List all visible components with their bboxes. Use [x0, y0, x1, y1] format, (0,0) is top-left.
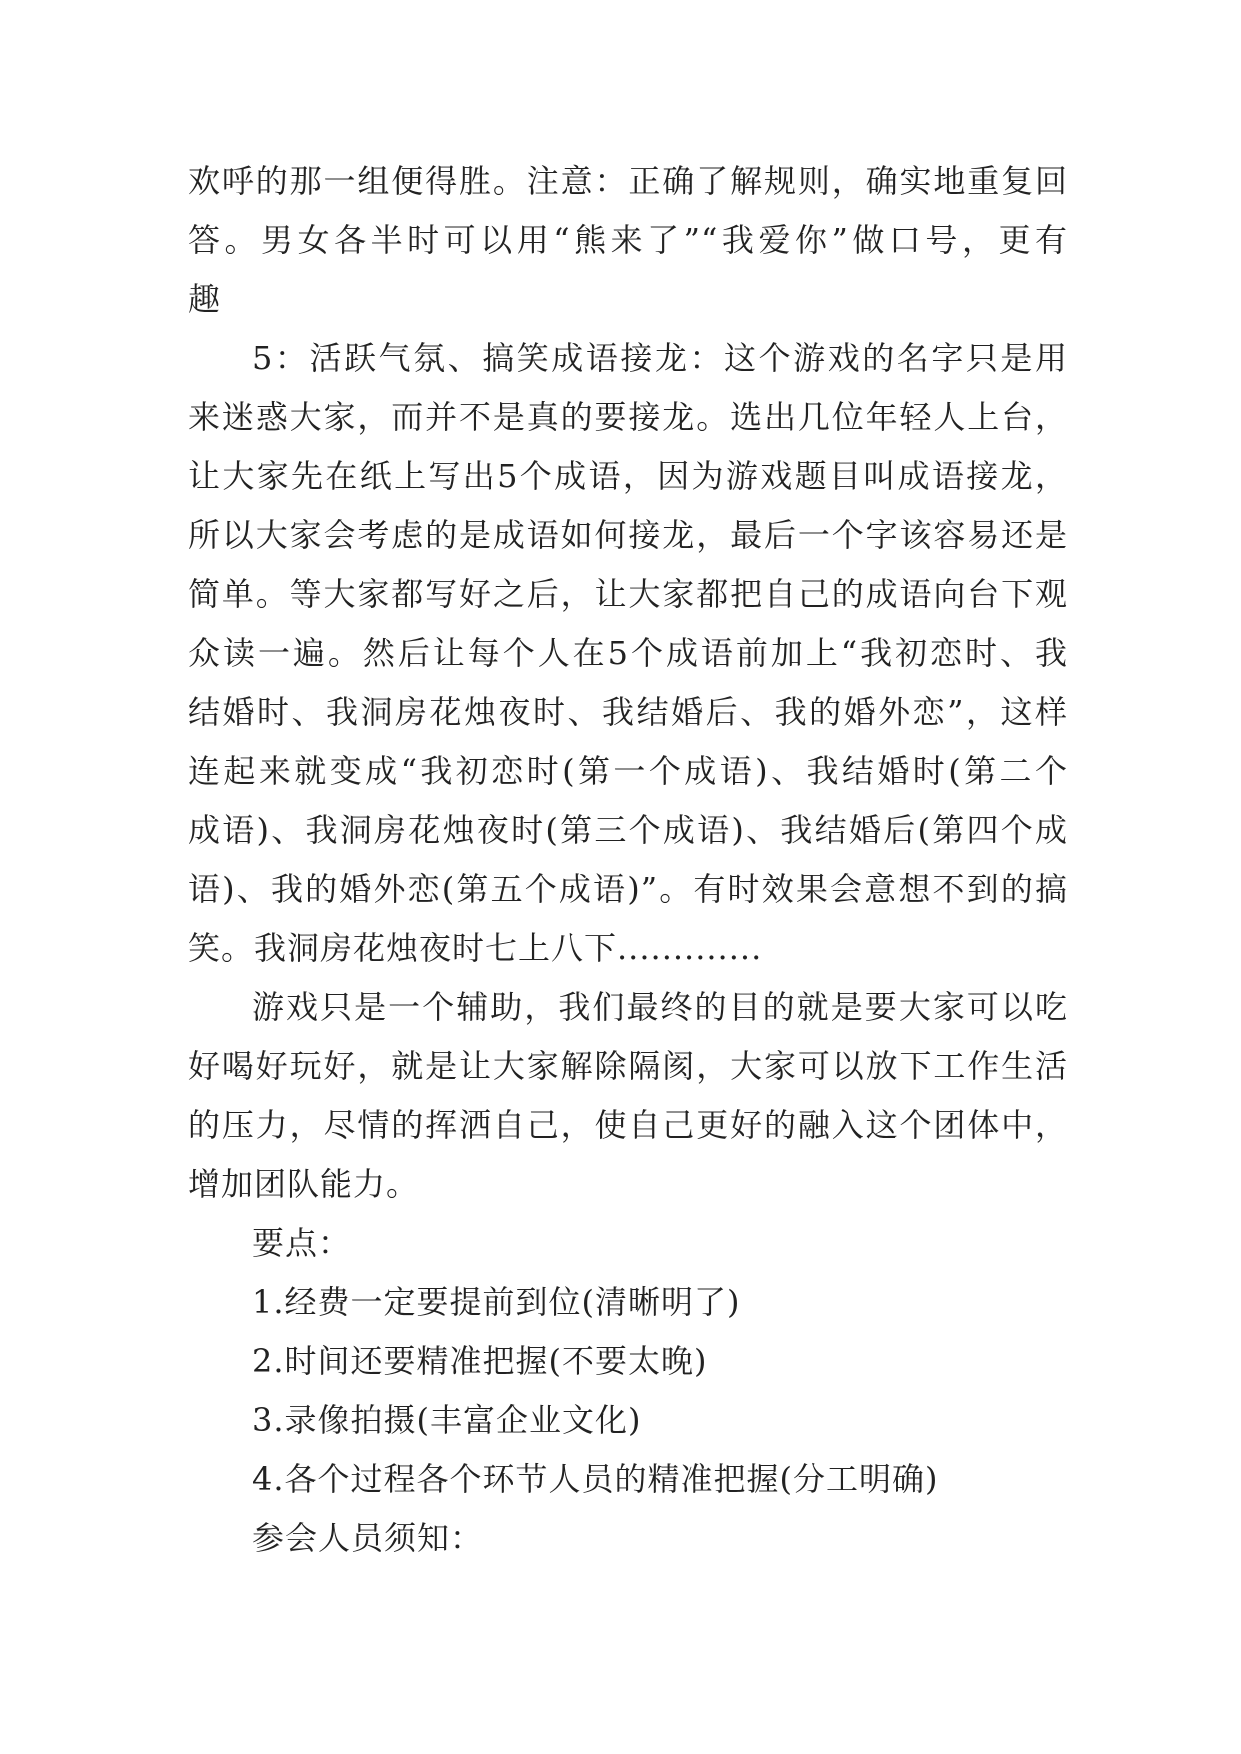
- text-line: 结婚时、我洞房花烛夜时、我结婚后、我的婚外恋”，这样: [188, 693, 1068, 731]
- text-line: 笑。我洞房花烛夜时七上八下.............: [188, 929, 763, 967]
- text-line: 趣: [188, 280, 222, 318]
- text-line: 4.各个过程各个环节人员的精准把握(分工明确): [252, 1460, 939, 1498]
- text-line: 众读一遍。然后让每个人在5个成语前加上“我初恋时、我: [188, 634, 1068, 672]
- text-line: 答。男女各半时可以用“熊来了”“我爱你”做口号，更有: [188, 221, 1068, 259]
- text-line: 3.录像拍摄(丰富企业文化): [252, 1401, 642, 1439]
- text-line: 2.时间还要精准把握(不要太晚): [252, 1342, 708, 1380]
- text-line: 要点：: [252, 1224, 352, 1262]
- paragraph: [188, 152, 1068, 329]
- text-line: 让大家先在纸上写出5个成语，因为游戏题目叫成语接龙，: [188, 457, 1068, 495]
- document-page: [188, 152, 1068, 1568]
- text-line: 游戏只是一个辅助，我们最终的目的就是要大家可以吃: [252, 988, 1068, 1026]
- text-line: 简单。等大家都写好之后，让大家都把自己的成语向台下观: [188, 575, 1068, 613]
- text-line: 来迷惑大家，而并不是真的要接龙。选出几位年轻人上台，: [188, 398, 1068, 436]
- text-line: 增加团队能力。: [188, 1165, 420, 1203]
- text-line: 所以大家会考虑的是成语如何接龙，最后一个字该容易还是: [188, 516, 1068, 554]
- paragraph: [188, 1509, 1068, 1568]
- text-line: 好喝好玩好，就是让大家解除隔阂，大家可以放下工作生活: [188, 1047, 1068, 1085]
- text-line: 语)、我的婚外恋(第五个成语)”。有时效果会意想不到的搞: [188, 870, 1068, 908]
- paragraph: [188, 978, 1068, 1214]
- paragraph: [188, 1214, 1068, 1273]
- paragraph: [188, 1391, 1068, 1450]
- paragraph: [188, 1332, 1068, 1391]
- text-line: 连起来就变成“我初恋时(第一个成语)、我结婚时(第二个: [188, 752, 1068, 790]
- paragraph: [188, 1273, 1068, 1332]
- text-line: 参会人员须知：: [252, 1519, 484, 1557]
- text-line: 的压力，尽情的挥洒自己，使自己更好的融入这个团体中，: [188, 1106, 1068, 1144]
- paragraph: [188, 329, 1068, 978]
- text-line: 成语)、我洞房花烛夜时(第三个成语)、我结婚后(第四个成: [188, 811, 1068, 849]
- text-line: 1.经费一定要提前到位(清晰明了): [252, 1283, 741, 1321]
- text-line: 5：活跃气氛、搞笑成语接龙：这个游戏的名字只是用: [252, 339, 1068, 377]
- paragraph: [188, 1450, 1068, 1509]
- text-line: 欢呼的那一组便得胜。注意：正确了解规则，确实地重复回: [188, 162, 1068, 200]
